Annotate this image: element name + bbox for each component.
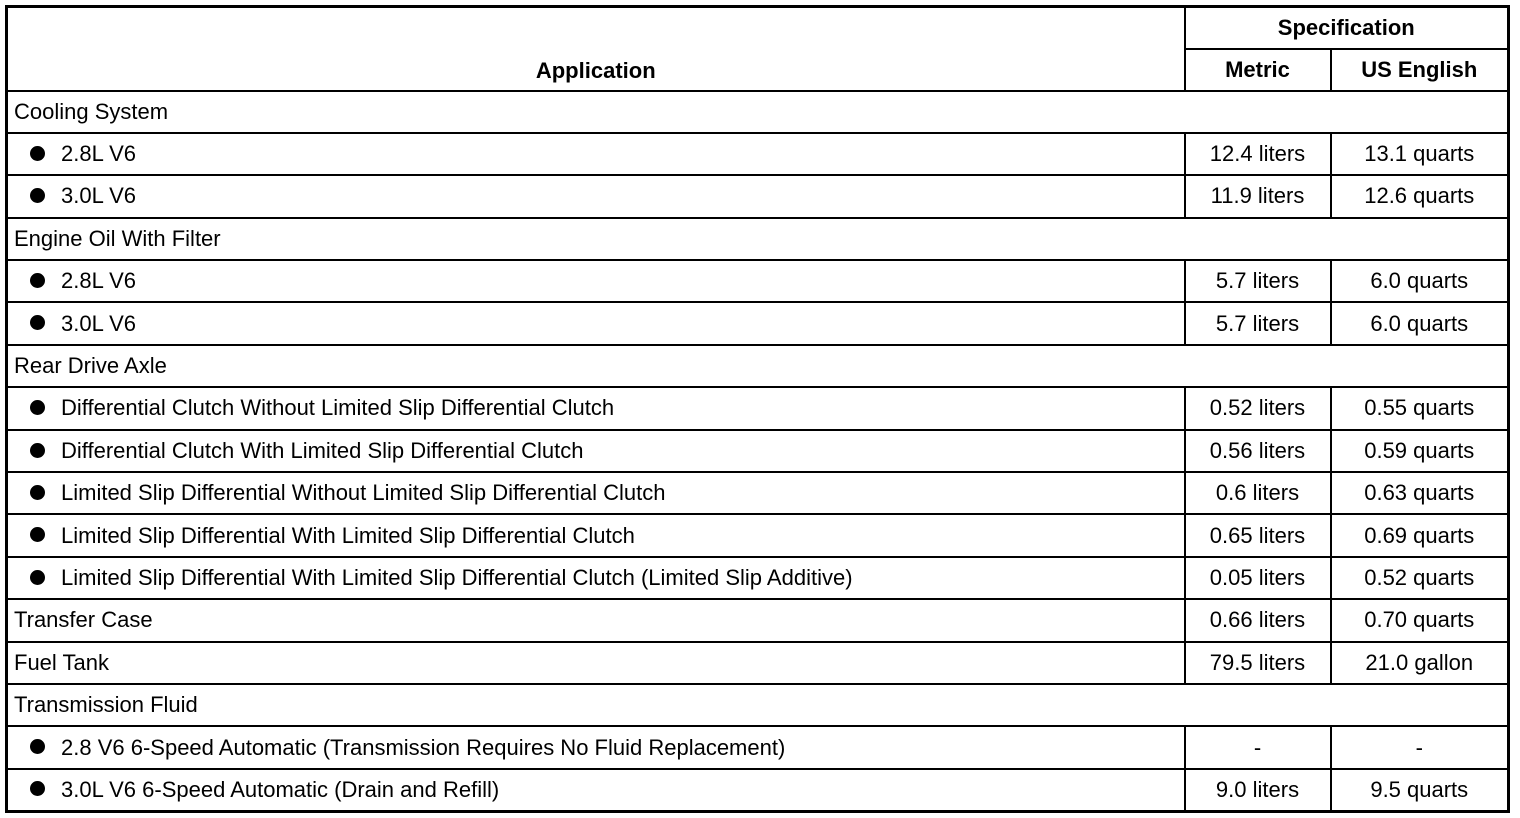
- group-row: [7, 91, 1509, 133]
- table-body: [7, 91, 1509, 812]
- item-application-cell: [7, 430, 1185, 472]
- us-english-value: 0.70 quarts: [1331, 599, 1509, 641]
- us-english-value: 21.0 gallon: [1331, 642, 1509, 684]
- us-english-value: -: [1331, 726, 1509, 768]
- item-row: [7, 302, 1509, 344]
- metric-value: 12.4 liters: [1185, 133, 1331, 175]
- bullet-icon: [30, 781, 45, 796]
- bullet-icon: [30, 188, 45, 203]
- bullet-icon: [30, 570, 45, 585]
- item-application-cell: [7, 514, 1185, 556]
- metric-value: 0.05 liters: [1185, 557, 1331, 599]
- item-row: [7, 472, 1509, 514]
- us-english-value: 0.52 quarts: [1331, 557, 1509, 599]
- item-row: [7, 387, 1509, 429]
- us-english-value: 0.69 quarts: [1331, 514, 1509, 556]
- us-english-value: 0.55 quarts: [1331, 387, 1509, 429]
- item-label: 3.0L V6: [61, 183, 137, 209]
- metric-value: 5.7 liters: [1185, 260, 1331, 302]
- capacity-spec-table: [5, 5, 1510, 813]
- group-row: [7, 684, 1509, 726]
- bullet-icon: [30, 400, 45, 415]
- group-value-row: [7, 599, 1509, 641]
- group-label: Cooling System: [7, 91, 1509, 133]
- item-label: 2.8L V6: [61, 141, 137, 167]
- metric-value: 0.6 liters: [1185, 472, 1331, 514]
- group-label: Transfer Case: [7, 599, 1185, 641]
- us-english-value: 12.6 quarts: [1331, 175, 1509, 217]
- group-label: Rear Drive Axle: [7, 345, 1509, 387]
- us-english-value: 6.0 quarts: [1331, 302, 1509, 344]
- item-row: [7, 726, 1509, 768]
- item-label: 2.8 V6 6-Speed Automatic (Transmission Requires No Fluid Replacement): [61, 734, 786, 760]
- item-application-cell: [7, 133, 1185, 175]
- bullet-icon: [30, 527, 45, 542]
- metric-value: 11.9 liters: [1185, 175, 1331, 217]
- metric-value: 0.52 liters: [1185, 387, 1331, 429]
- us-english-value: 0.63 quarts: [1331, 472, 1509, 514]
- metric-value: 0.66 liters: [1185, 599, 1331, 641]
- bullet-icon: [30, 739, 45, 754]
- us-english-value: 13.1 quarts: [1331, 133, 1509, 175]
- item-label: 2.8L V6: [61, 268, 137, 294]
- item-application-cell: [7, 726, 1185, 768]
- metric-value: 79.5 liters: [1185, 642, 1331, 684]
- item-label: Limited Slip Differential Without Limited Slip Differential Clutch: [61, 480, 666, 506]
- metric-value: -: [1185, 726, 1331, 768]
- item-application-cell: [7, 302, 1185, 344]
- group-label: Engine Oil With Filter: [7, 218, 1509, 260]
- bullet-icon: [30, 315, 45, 330]
- group-label: Fuel Tank: [7, 642, 1185, 684]
- item-application-cell: [7, 175, 1185, 217]
- item-label: 3.0L V6: [61, 310, 137, 336]
- item-application-cell: [7, 260, 1185, 302]
- header-row-top: [7, 7, 1509, 49]
- group-row: [7, 345, 1509, 387]
- item-label: Limited Slip Differential With Limited Slip Differential Clutch (Limited Slip Additive): [61, 564, 853, 590]
- metric-value: 9.0 liters: [1185, 769, 1331, 811]
- bullet-icon: [30, 485, 45, 500]
- item-row: [7, 175, 1509, 217]
- item-application-cell: [7, 769, 1185, 811]
- application-header: Application: [7, 7, 1185, 91]
- item-label: Limited Slip Differential With Limited Slip Differential Clutch: [61, 522, 635, 548]
- us-english-header: US English: [1331, 49, 1509, 91]
- item-label: 3.0L V6 6-Speed Automatic (Drain and Refill): [61, 776, 500, 802]
- item-row: [7, 769, 1509, 811]
- item-row: [7, 514, 1509, 556]
- us-english-value: 9.5 quarts: [1331, 769, 1509, 811]
- metric-header: Metric: [1185, 49, 1331, 91]
- bullet-icon: [30, 146, 45, 161]
- metric-value: 0.56 liters: [1185, 430, 1331, 472]
- item-application-cell: [7, 557, 1185, 599]
- item-label: Differential Clutch Without Limited Slip Differential Clutch: [61, 395, 615, 421]
- specification-header: Specification: [1185, 7, 1509, 49]
- item-application-cell: [7, 387, 1185, 429]
- group-row: [7, 218, 1509, 260]
- group-value-row: [7, 642, 1509, 684]
- table-header: [7, 7, 1509, 91]
- item-row: [7, 557, 1509, 599]
- metric-value: 5.7 liters: [1185, 302, 1331, 344]
- us-english-value: 0.59 quarts: [1331, 430, 1509, 472]
- group-label: Transmission Fluid: [7, 684, 1509, 726]
- item-label: Differential Clutch With Limited Slip Differential Clutch: [61, 437, 584, 463]
- bullet-icon: [30, 273, 45, 288]
- item-row: [7, 133, 1509, 175]
- item-application-cell: [7, 472, 1185, 514]
- us-english-value: 6.0 quarts: [1331, 260, 1509, 302]
- item-row: [7, 430, 1509, 472]
- item-row: [7, 260, 1509, 302]
- metric-value: 0.65 liters: [1185, 514, 1331, 556]
- bullet-icon: [30, 443, 45, 458]
